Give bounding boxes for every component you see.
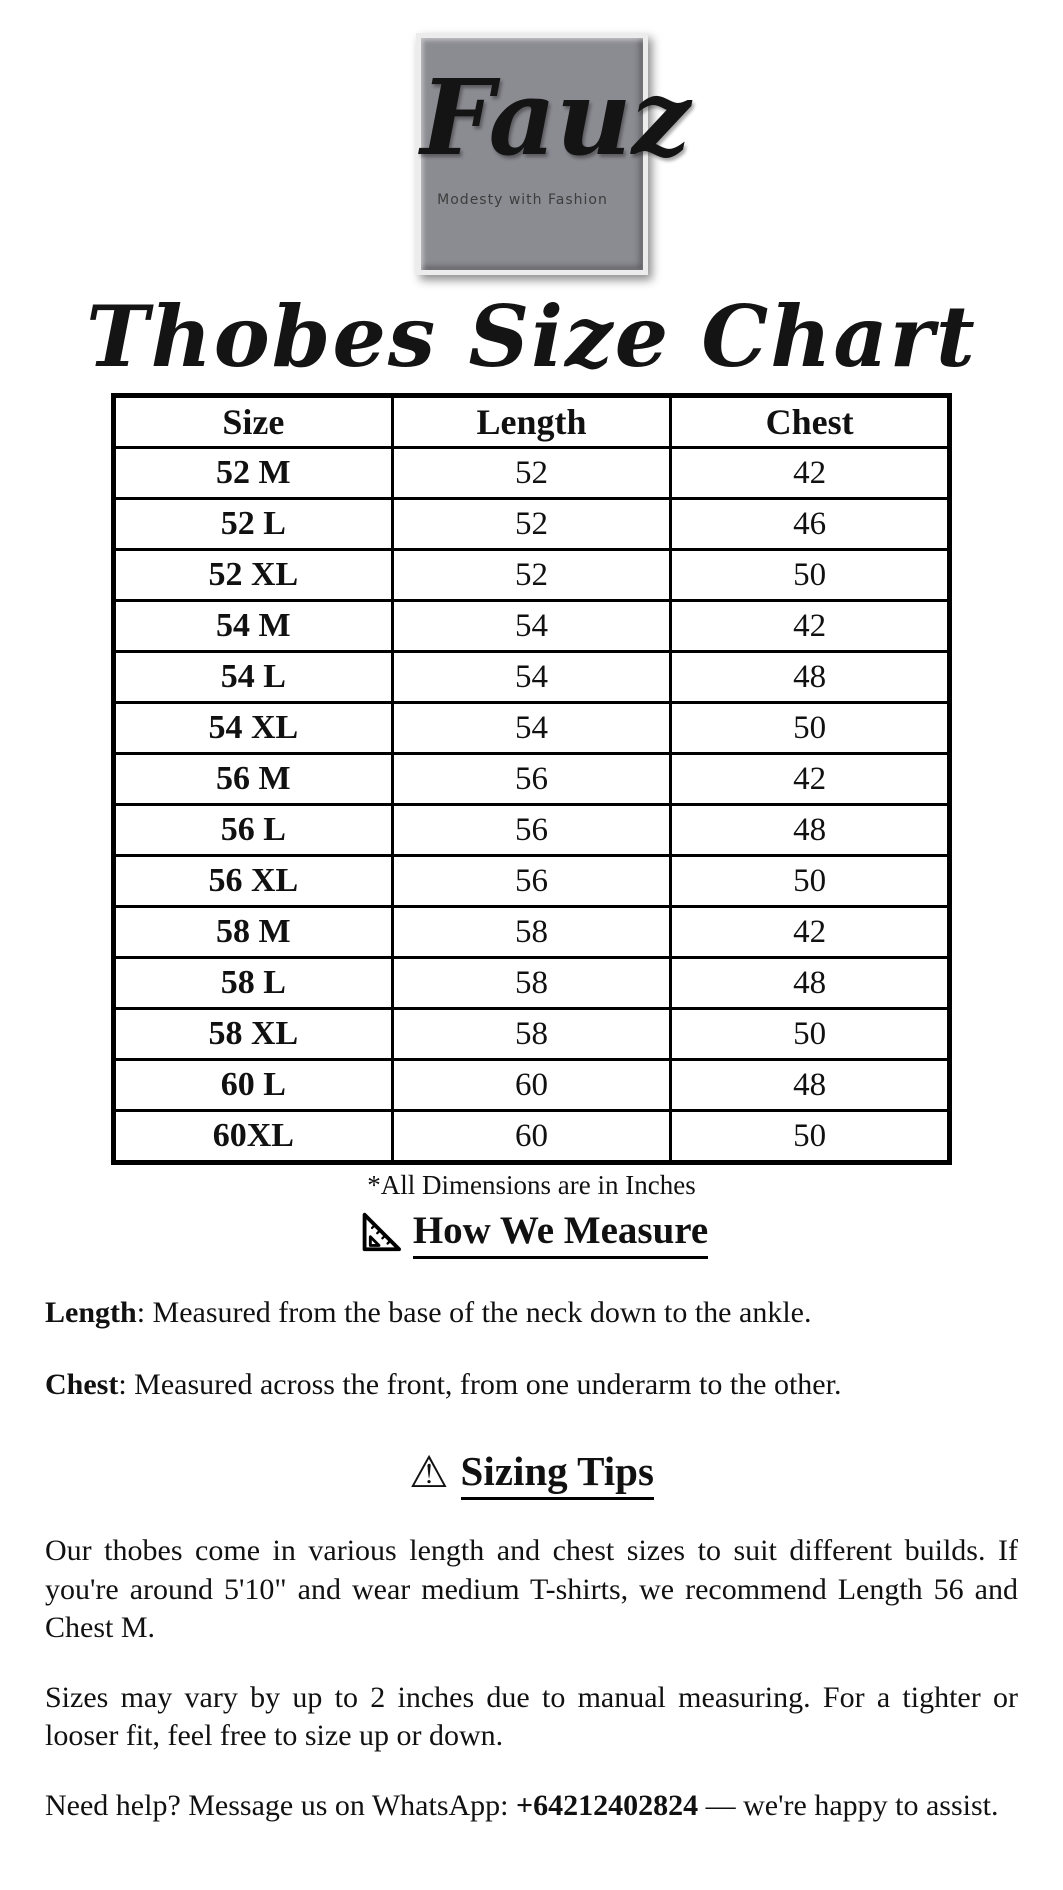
size-cell: 58 XL bbox=[114, 1009, 393, 1060]
chest-cell: 42 bbox=[671, 448, 950, 499]
chest-cell: 50 bbox=[671, 1111, 950, 1163]
table-row bbox=[114, 703, 950, 754]
table-row bbox=[114, 805, 950, 856]
length-cell: 56 bbox=[392, 754, 671, 805]
size-table bbox=[111, 393, 952, 1165]
table-row bbox=[114, 1111, 950, 1163]
length-cell: 56 bbox=[392, 805, 671, 856]
chest-term: Chest bbox=[45, 1367, 119, 1401]
length-cell: 58 bbox=[392, 958, 671, 1009]
length-cell: 54 bbox=[392, 601, 671, 652]
table-row bbox=[114, 1060, 950, 1111]
length-cell: 58 bbox=[392, 907, 671, 958]
size-cell: 60XL bbox=[114, 1111, 393, 1163]
size-cell: 58 M bbox=[114, 907, 393, 958]
chest-cell: 50 bbox=[671, 550, 950, 601]
tips-paragraph-2: Sizes may vary by up to 2 inches due to manual measuring. For a tighter or looser fit, feel free to size up or down. bbox=[45, 1680, 1018, 1752]
table-footnote: *All Dimensions are in Inches bbox=[367, 1170, 696, 1201]
measure-heading-label: How We Measure bbox=[413, 1210, 708, 1259]
chest-cell: 48 bbox=[671, 652, 950, 703]
size-cell: 60 L bbox=[114, 1060, 393, 1111]
brand-tagline: Modesty with Fashion bbox=[437, 192, 608, 208]
size-cell: 56 M bbox=[114, 754, 393, 805]
chest-cell: 50 bbox=[671, 703, 950, 754]
column-header-size: Size bbox=[114, 396, 393, 448]
contact-suffix: — we're happy to assist. bbox=[698, 1788, 999, 1822]
length-definition bbox=[45, 1294, 1018, 1332]
length-cell: 60 bbox=[392, 1111, 671, 1163]
chest-definition bbox=[45, 1366, 1018, 1404]
length-cell: 54 bbox=[392, 652, 671, 703]
contact-paragraph bbox=[45, 1787, 1018, 1825]
length-cell: 52 bbox=[392, 499, 671, 550]
chest-cell: 50 bbox=[671, 856, 950, 907]
chest-cell: 46 bbox=[671, 499, 950, 550]
size-cell: 58 L bbox=[114, 958, 393, 1009]
table-row bbox=[114, 754, 950, 805]
size-cell: 52 M bbox=[114, 448, 393, 499]
chest-definition-text: : Measured across the front, from one underarm to the other. bbox=[118, 1367, 842, 1401]
length-definition-text: : Measured from the base of the neck down to the ankle. bbox=[136, 1296, 812, 1330]
chest-cell: 50 bbox=[671, 1009, 950, 1060]
measure-heading bbox=[0, 1209, 1063, 1260]
logo-square bbox=[416, 33, 691, 275]
size-cell: 54 M bbox=[114, 601, 393, 652]
table-row bbox=[114, 1009, 950, 1060]
warning-icon: ⚠ bbox=[409, 1446, 449, 1498]
size-cell: 52 L bbox=[114, 499, 393, 550]
column-header-chest: Chest bbox=[671, 396, 950, 448]
table-row bbox=[114, 448, 950, 499]
column-header-length: Length bbox=[392, 396, 671, 448]
size-cell: 54 XL bbox=[114, 703, 393, 754]
size-cell: 52 XL bbox=[114, 550, 393, 601]
chest-cell: 42 bbox=[671, 907, 950, 958]
length-term: Length bbox=[45, 1296, 137, 1330]
page-title: Thobes Size Chart bbox=[86, 287, 977, 386]
length-cell: 54 bbox=[392, 703, 671, 754]
size-cell: 56 L bbox=[114, 805, 393, 856]
length-cell: 56 bbox=[392, 856, 671, 907]
length-cell: 58 bbox=[392, 1009, 671, 1060]
size-cell: 56 XL bbox=[114, 856, 393, 907]
table-row bbox=[114, 958, 950, 1009]
table-row bbox=[114, 652, 950, 703]
table-row bbox=[114, 601, 950, 652]
chest-cell: 42 bbox=[671, 754, 950, 805]
whatsapp-number: +64212402824 bbox=[516, 1788, 699, 1822]
logo bbox=[0, 0, 1063, 275]
chest-cell: 48 bbox=[671, 805, 950, 856]
chest-cell: 48 bbox=[671, 958, 950, 1009]
chest-cell: 48 bbox=[671, 1060, 950, 1111]
triangle-ruler-icon bbox=[355, 1209, 401, 1260]
size-cell: 54 L bbox=[114, 652, 393, 703]
tips-paragraph-1: Our thobes come in various length and chest sizes to suit different builds. If you're around 5'10" and wear medium T-shirts, we recommend Length 56 and Chest M. bbox=[45, 1534, 1018, 1644]
table-header-row bbox=[114, 396, 950, 448]
length-cell: 52 bbox=[392, 448, 671, 499]
tips-heading-label: Sizing Tips bbox=[461, 1449, 654, 1500]
brand-name: Fauz bbox=[420, 56, 691, 179]
table-row bbox=[114, 550, 950, 601]
length-cell: 60 bbox=[392, 1060, 671, 1111]
contact-prefix: Need help? Message us on WhatsApp: bbox=[45, 1788, 517, 1822]
size-table-body bbox=[114, 448, 950, 1163]
chest-cell: 42 bbox=[671, 601, 950, 652]
table-row bbox=[114, 856, 950, 907]
table-row bbox=[114, 499, 950, 550]
length-cell: 52 bbox=[392, 550, 671, 601]
tips-heading bbox=[0, 1446, 1063, 1500]
table-row bbox=[114, 907, 950, 958]
